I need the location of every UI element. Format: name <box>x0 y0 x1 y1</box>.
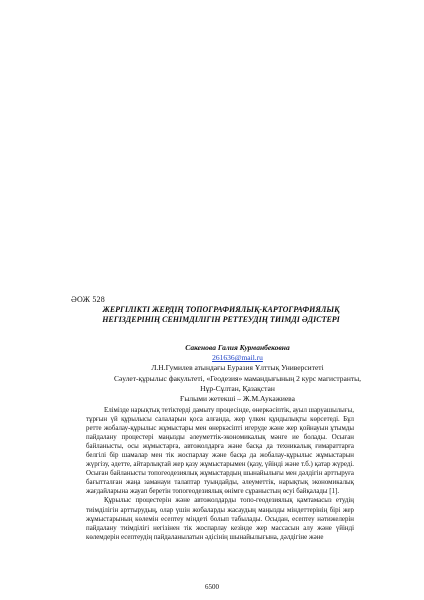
body-text <box>86 406 354 542</box>
affiliation-city: Нұр-Сұлтан, Қазақстан <box>200 383 275 393</box>
page-number: 6500 <box>205 583 219 591</box>
paper-title <box>71 305 371 325</box>
affiliation-faculty: Сәулет-құрылыс факультеті, «Геодезия» мамандығының 2 курс магистранты, <box>113 373 362 383</box>
title-line-2: НЕГІЗДЕРІНІҢ СЕНІМДІЛІГІН РЕТТЕУДІҢ ТИІМДІ ӘДІСТЕРІ <box>102 315 340 324</box>
scientific-advisor: Ғылыми жетекші – Ж.М.Аукажиева <box>180 394 295 404</box>
paragraph-1: Елімізде нарықтық тетіктерді дамыту процесінде, өнеркәсіптік, ауыл шаруашылығы, тұрғын үй құрылысы салаларын қоса алғанда, жер үлкен құндылықты көрсетеді. Бұл ретте жобалау-құрылыс жұмыстары мен өнеркәсіпті игеруде және жер қойнауын ұтымды пайдалану процестері маңызды әлеуметтік-экономикалық мәнге ие болады. Осыған байланысты, осы жұмыстарға, автожолдарға және басқа да техникалық ғимараттарға белгілі бір шамалар мен тік жоспарлау және басқа да жобалау-құрылыс жұмыстарын жүргізу, әдетте, айтарлықтай жер қазу жұмыстарымен (қазу, үйінді және т.б.) қатар жүреді. Осыған байланысты топогеодезиялық жұмыстардың шынайылығы мен дәлдігін арттыруға бағытталған жаңа заманауи талаптар туындайды, әлеуметтік, нарықтық экономикалық жағдайларына жауап беретін топогеодезиялық өнімге сұраныстың өсуі байқалады [1]. <box>86 407 354 496</box>
author-email-link[interactable]: 261636@mail.ru <box>212 353 263 363</box>
affiliation-university: Л.Н.Гумилев атындағы Еуразия Ұлттық Университеті <box>151 363 324 373</box>
author-name: Сакенова Галия Курманбековна <box>185 343 290 352</box>
title-line-1: ЖЕРГІЛІКТІ ЖЕРДІҢ ТОПОГРАФИЯЛЫҚ-КАРТОГРАФИЯЛЫҚ <box>102 305 340 314</box>
paragraph-2: Құрылыс процестерін және автожолдарды топо-геодезиялық қамтамасыз етудің тиімділігін арттырудың, олар үшін жобаларды жасаудың маңызды міндеттерінің бірі жер жұмыстарының көлемін есептеу міндеті болып табылады. Осыдан, есептеу нәтижелерін пайдалану тиімділігі негізінен тік жоспарлау кезінде жер массасын алу және үйінді көлемдерін есептеудің пайдаланылатын әдісінің шынайылығына, дәлдігіне және <box>86 497 354 541</box>
udc-code: ӘОЖ 528 <box>71 295 105 304</box>
author-block <box>90 343 385 404</box>
